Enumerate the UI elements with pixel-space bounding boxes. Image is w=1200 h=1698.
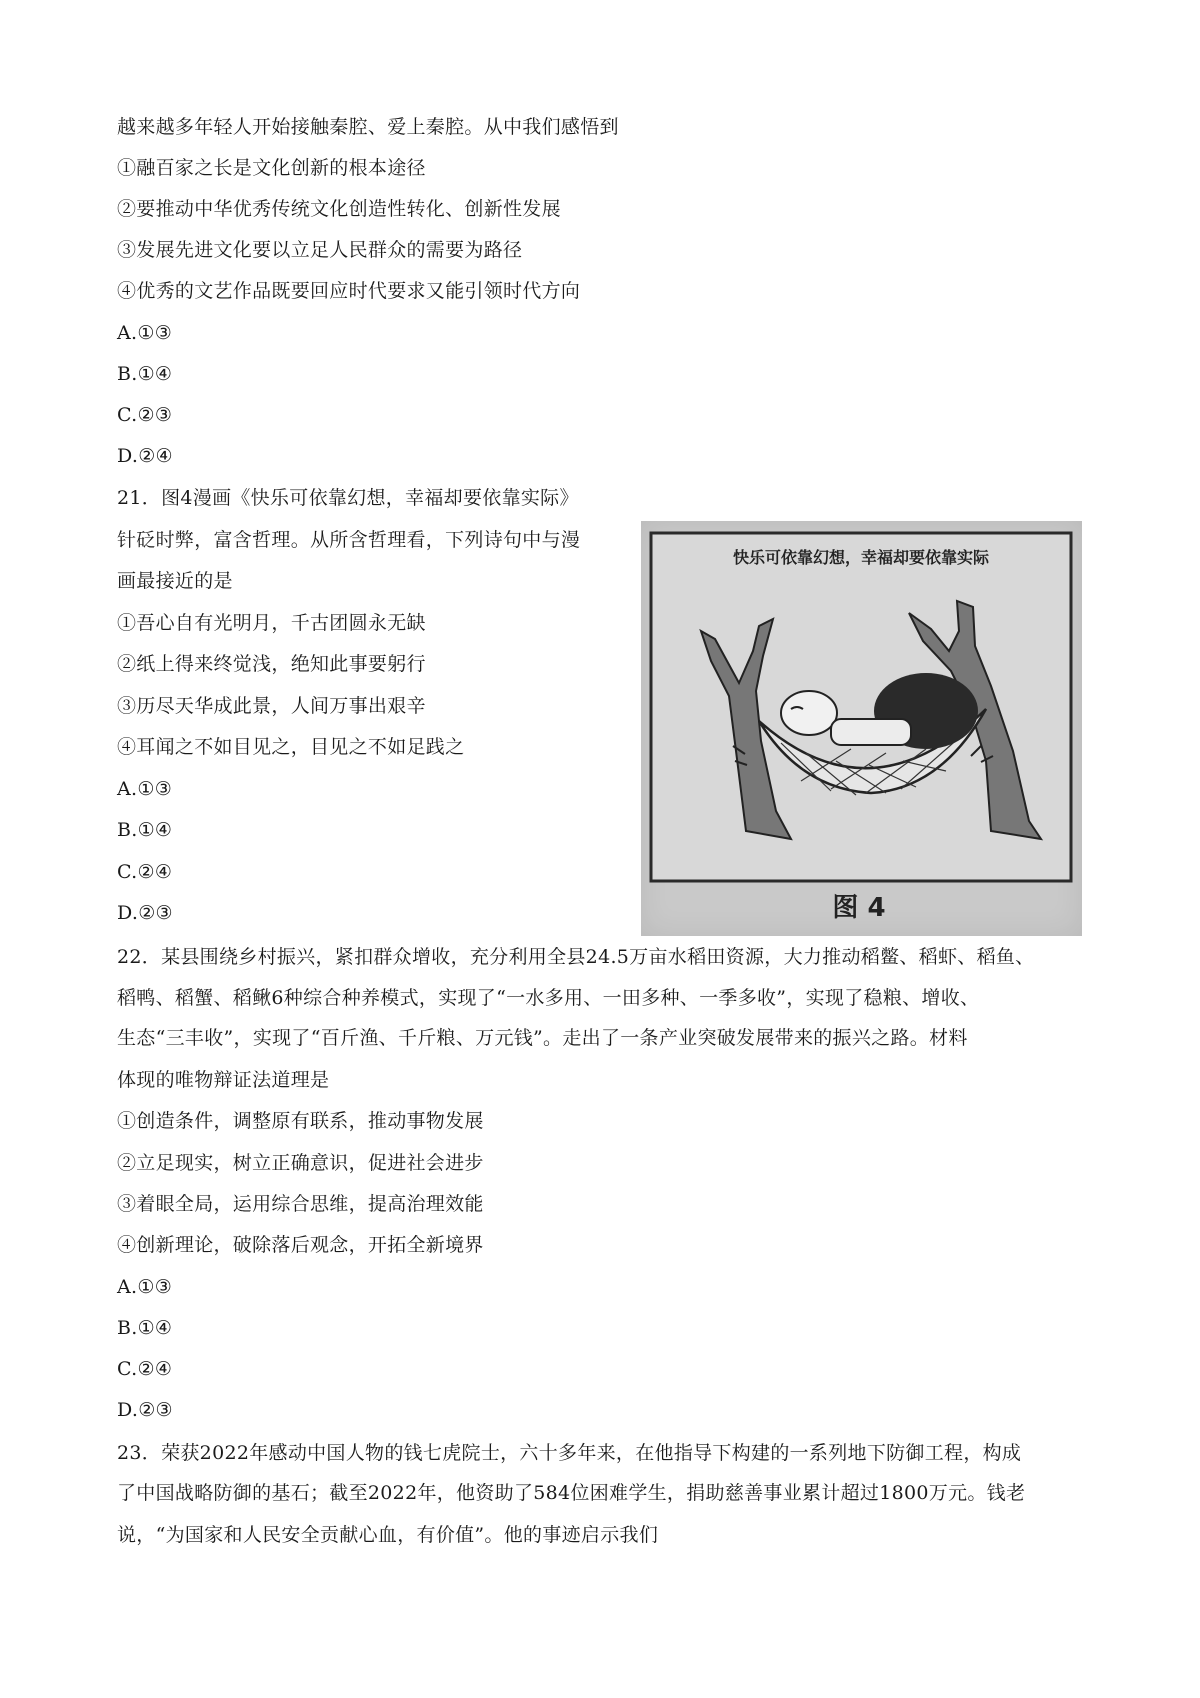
q22-stem-line-1: 22．某县围绕乡村振兴，紧扣群众增收，充分利用全县24.5万亩水稻田资源，大力推动稻鳖、稻虾、稻鱼、	[117, 946, 1035, 968]
q21-stem-line-1: 21．图4漫画《快乐可依靠幻想，幸福却要依靠实际》	[117, 487, 579, 509]
q22-stem-line-3: 生态“三丰收”，实现了“百斤渔、千斤粮、万元钱”。走出了一条产业突破发展带来的振兴之路。材料	[117, 1027, 968, 1049]
figure-caption: 图 4	[832, 893, 886, 923]
q21-choice-d: D.②③	[117, 902, 173, 924]
q20-choice-a: A.①③	[117, 322, 173, 344]
q22-option-1: ①创造条件，调整原有联系，推动事物发展	[117, 1110, 484, 1132]
q20-choice-d: D.②④	[117, 445, 173, 467]
q21-choice-b: B.①④	[117, 819, 173, 841]
q21-option-1: ①吾心自有光明月，千古团圆永无缺	[117, 612, 426, 634]
q20-stem-end: 越来越多年轻人开始接触秦腔、爱上秦腔。从中我们感悟到	[117, 116, 619, 138]
q22-choice-b: B.①④	[117, 1317, 173, 1339]
man-head	[781, 691, 837, 735]
q20-option-3: ③发展先进文化要以立足人民群众的需要为路径	[117, 239, 523, 261]
q22-stem-line-4: 体现的唯物辩证法道理是	[117, 1069, 330, 1091]
q22-option-3: ③着眼全局，运用综合思维，提高治理效能	[117, 1193, 484, 1215]
q21-option-4: ④耳闻之不如目见之，目见之不如足践之	[117, 736, 465, 758]
q20-choice-b: B.①④	[117, 363, 173, 385]
q23-stem-line-1: 23．荣获2022年感动中国人物的钱七虎院士，六十多年来，在他指导下构建的一系列地下防御工程，构成	[117, 1442, 1022, 1464]
q21-option-3: ③历尽天华成此景，人间万事出艰辛	[117, 695, 426, 717]
q21-stem-line-2: 针砭时弊，富含哲理。从所含哲理看，下列诗句中与漫	[117, 529, 581, 551]
q23-stem-line-3: 说，“为国家和人民安全贡献心血，有价值”。他的事迹启示我们	[117, 1524, 659, 1546]
q21-stem-line-3: 画最接近的是	[117, 570, 233, 592]
man-arm	[831, 719, 911, 745]
q22-choice-c: C.②④	[117, 1358, 173, 1380]
cartoon-title: 快乐可依靠幻想，幸福却要依靠实际	[732, 548, 990, 567]
q21-choice-c: C.②④	[117, 861, 173, 883]
q21-choice-a: A.①③	[117, 778, 173, 800]
q22-choice-a: A.①③	[117, 1276, 173, 1298]
q21-option-2: ②纸上得来终觉浅，绝知此事要躬行	[117, 653, 426, 675]
q23-stem-line-2: 了中国战略防御的基石；截至2022年，他资助了584位困难学生，捐助慈善事业累计超过1800万元。钱老	[117, 1482, 1026, 1504]
q22-choice-d: D.②③	[117, 1399, 173, 1421]
cartoon-figure-4	[641, 521, 1082, 936]
q20-choice-c: C.②③	[117, 404, 173, 426]
q22-stem-line-2: 稻鸭、稻蟹、稻鳅6种综合种养模式，实现了“一水多用、一田多种、一季多收”，实现了稳粮、增收、	[117, 987, 980, 1009]
q20-option-2: ②要推动中华优秀传统文化创造性转化、创新性发展	[117, 198, 561, 220]
q22-option-4: ④创新理论，破除落后观念，开拓全新境界	[117, 1234, 484, 1256]
q20-option-1: ①融百家之长是文化创新的根本途径	[117, 157, 426, 179]
cartoon-illustration	[641, 521, 1082, 936]
q22-option-2: ②立足现实，树立正确意识，促进社会进步	[117, 1152, 484, 1174]
q20-option-4: ④优秀的文艺作品既要回应时代要求又能引领时代方向	[117, 280, 581, 302]
